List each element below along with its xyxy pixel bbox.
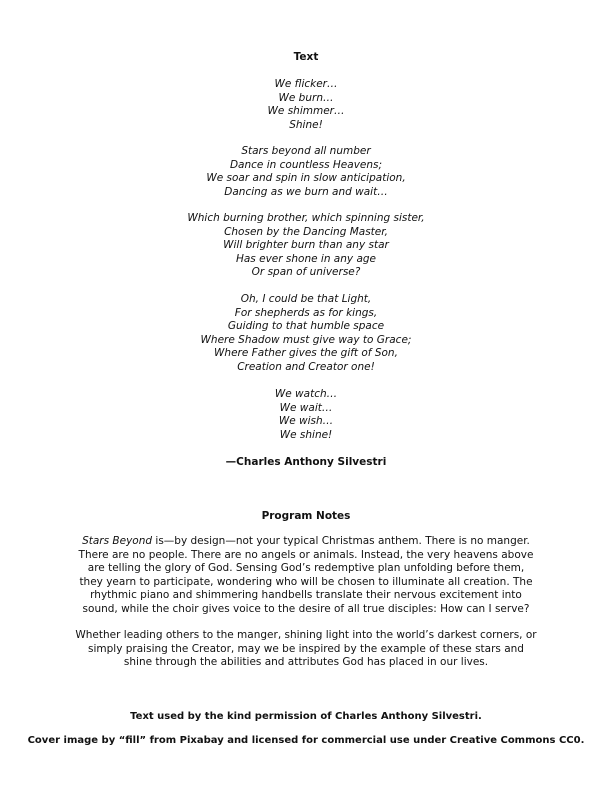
poem-stanza-3 xyxy=(0,212,612,280)
poem-line: Dancing as we burn and wait… xyxy=(224,185,388,198)
notes-line: simply praising the Creator, may we be inspired by the example of these stars and xyxy=(88,642,524,655)
poem-line: Has ever shone in any age xyxy=(235,252,377,265)
poem-author: —Charles Anthony Silvestri xyxy=(225,456,387,468)
poem-stanza-5 xyxy=(0,388,612,442)
notes-line-rest: is—by design—not your typical Christmas anthem. There is no manger. xyxy=(152,535,530,547)
notes-line: There are no people. There are no angels or animals. Instead, the very heavens above xyxy=(78,548,534,561)
notes-line: they yearn to participate, wondering who will be chosen to illuminate all creation. The xyxy=(79,575,533,588)
poem-line: Chosen by the Dancing Master, xyxy=(224,225,388,238)
poem-line: Guiding to that humble space xyxy=(227,320,385,332)
poem-line: Will brighter burn than any star xyxy=(223,239,389,251)
poem-line: We soar and spin in slow anticipation, xyxy=(206,172,406,184)
poem-line: We shimmer… xyxy=(267,105,345,117)
program-notes-heading: Program Notes xyxy=(261,510,351,522)
notes-line: shine through the abilities and attributes God has placed in our lives. xyxy=(123,656,489,669)
poem-line: Or span of universe? xyxy=(251,266,361,278)
poem-stanza-2 xyxy=(0,145,612,199)
poem-line: Which burning brother, which spinning sister, xyxy=(187,212,425,224)
cover-image-credit: Cover image by “fill” from Pixabay and licensed for commercial use under Creative Commons CC0. xyxy=(27,735,585,746)
poem-line: Stars beyond all number xyxy=(241,145,371,157)
notes-line: sound, while the choir gives voice to the desire of all true disciples: How can I serve? xyxy=(82,602,530,615)
poem-line: Shine! xyxy=(289,118,323,131)
poem-line: Where Father gives the gift of Son, xyxy=(214,347,398,359)
poem-line: We flicker… xyxy=(274,78,338,90)
poem-line: For shepherds as for kings, xyxy=(234,306,378,319)
program-notes-paragraph-2 xyxy=(0,629,612,670)
poem-stanza-1 xyxy=(0,78,612,132)
poem-line: We wish… xyxy=(278,415,334,427)
notes-line: rhythmic piano and shimmering handbells translate their nervous excitement into xyxy=(90,589,522,602)
poem-line: Creation and Creator one! xyxy=(237,360,375,373)
poem-line: We watch… xyxy=(274,388,338,400)
poem-line: Oh, I could be that Light, xyxy=(240,293,372,305)
text-heading: Text xyxy=(293,51,319,63)
poem-line: We burn… xyxy=(278,91,334,104)
poem-line: Where Shadow must give way to Grace; xyxy=(200,333,412,346)
notes-line: are telling the glory of God. Sensing God’s redemptive plan unfolding before them, xyxy=(87,562,525,575)
text-permission-credit: Text used by the kind permission of Charles Anthony Silvestri. xyxy=(130,711,482,722)
program-notes-paragraph-1 xyxy=(0,535,612,617)
notes-line: Whether leading others to the manger, shining light into the world’s darkest corners, or xyxy=(75,629,537,641)
poem-line: Dance in countless Heavens; xyxy=(229,158,383,171)
poem-line: We wait… xyxy=(279,401,333,414)
poem-stanza-4 xyxy=(0,293,612,374)
anthem-title: Stars Beyond xyxy=(82,535,153,547)
notes-line xyxy=(0,535,612,549)
poem-line: We shine! xyxy=(279,428,333,441)
